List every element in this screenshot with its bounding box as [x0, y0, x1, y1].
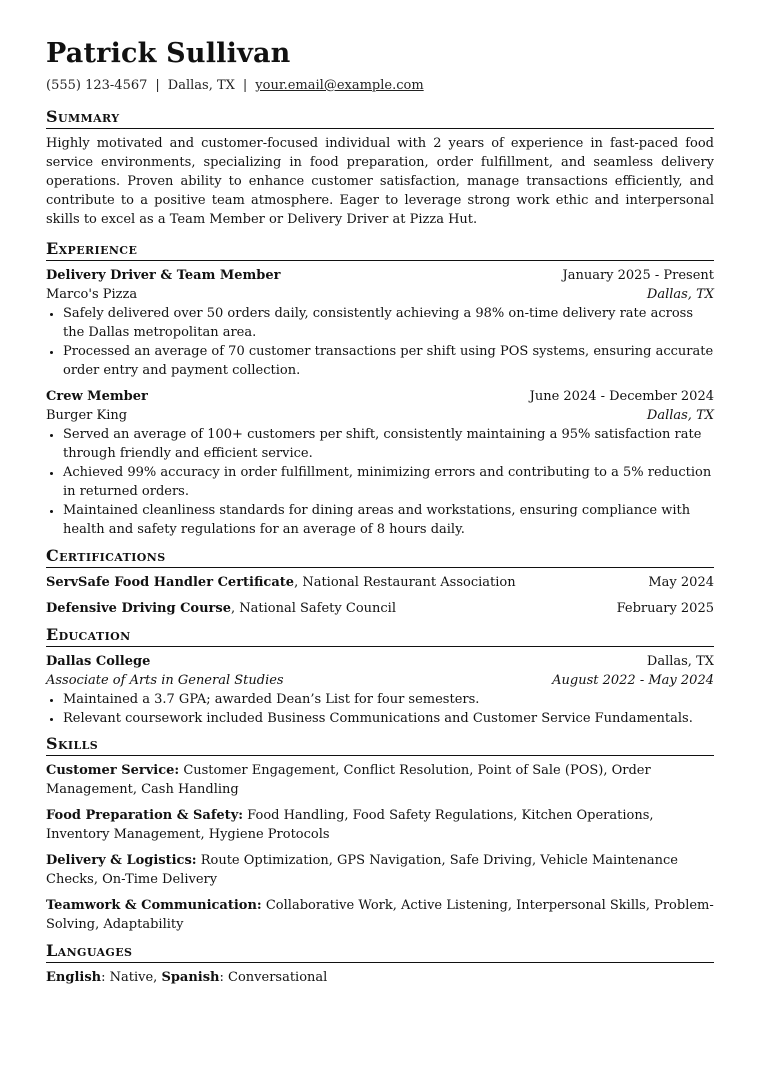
job-company: Burger King [46, 408, 128, 423]
languages-section [46, 941, 714, 987]
bullet-item: • Maintained a 3.7 GPA; awarded Dean’s List for four semesters. [63, 690, 714, 709]
job-location: Dallas, TX [646, 408, 714, 423]
skill-group-label: Delivery & Logistics: [46, 853, 197, 868]
education-dates: August 2022 - May 2024 [552, 673, 714, 688]
skill-group [46, 806, 714, 844]
section-title-languages: Languages [46, 941, 714, 963]
job-entry [46, 387, 714, 539]
language-level: : Conversational [219, 970, 328, 985]
job-location: Dallas, TX [646, 287, 714, 302]
job-role: Delivery Driver & Team Member [46, 268, 281, 283]
location: Dallas, TX [167, 78, 235, 93]
job-bullets [46, 304, 714, 380]
skill-group [46, 896, 714, 934]
certification-item [46, 573, 714, 592]
section-title-experience: Experience [46, 239, 714, 261]
languages-line [46, 968, 714, 987]
phone-number: (555) 123-4567 [46, 78, 148, 93]
job-company: Marco's Pizza [46, 287, 138, 302]
school-location: Dallas, TX [646, 654, 714, 669]
language-name: Spanish [161, 970, 220, 985]
certification-name: Defensive Driving Course [46, 601, 231, 616]
job-entry [46, 266, 714, 380]
school-name: Dallas College [46, 654, 151, 669]
certification-issuer: , National Safety Council [231, 601, 396, 616]
skills-section [46, 734, 714, 934]
bullet-item: • Served an average of 100+ customers per shift, consistently maintaining a 95% satisfaction rate through friendly and efficient service. [63, 425, 714, 463]
skill-group [46, 761, 714, 799]
skill-group-text: Customer Engagement, Conflict Resolution, Point of Sale (POS), Order Management, Cash Handling [46, 763, 651, 797]
skill-group-text: Collaborative Work, Active Listening, Interpersonal Skills, Problem-Solving, Adaptability [46, 898, 714, 932]
contact-separator: | [155, 78, 160, 93]
certifications-section [46, 546, 714, 618]
job-role: Crew Member [46, 389, 148, 404]
certification-item [46, 599, 714, 618]
contact-separator: | [242, 78, 248, 93]
job-bullets [46, 425, 714, 539]
degree-name: Associate of Arts in General Studies [46, 673, 284, 688]
bullet-item: • Relevant coursework included Business Communications and Customer Service Fundamentals. [63, 709, 714, 728]
skill-group-text: Route Optimization, GPS Navigation, Safe Driving, Vehicle Maintenance Checks, On-Time Delivery [46, 853, 678, 887]
bullet-item: • Safely delivered over 50 orders daily, consistently achieving a 98% on-time delivery rate across the Dallas metropolitan area. [63, 304, 714, 342]
summary-text: Highly motivated and customer-focused individual with 2 years of experience in fast-paced food service environments, specializing in food preparation, order fulfillment, and seamless delivery operations. Proven ability to enhance customer satisfaction, manage transactions efficiently, and contribute to a positive team atmosphere. Eager to leverage strong work ethic and interpersonal skills to excel as a Team Member or Delivery Driver at Pizza Hut. [46, 136, 714, 227]
skill-group-text: Food Handling, Food Safety Regulations, Kitchen Operations, Inventory Management, Hygiene Protocols [46, 808, 654, 842]
education-bullets [46, 690, 714, 728]
section-title-education: Education [46, 625, 714, 647]
bullet-item: • Achieved 99% accuracy in order fulfillment, minimizing errors and contributing to a 5% reduction in returned orders. [63, 463, 714, 501]
certification-date: February 2025 [616, 601, 714, 616]
job-dates: June 2024 - December 2024 [529, 389, 714, 404]
job-dates: January 2025 - Present [562, 268, 714, 283]
skill-group-label: Food Preparation & Safety: [46, 808, 244, 823]
certification-name: ServSafe Food Handler Certificate [46, 575, 295, 590]
skill-group [46, 851, 714, 889]
contact-line [46, 76, 714, 95]
certification-date: May 2024 [648, 575, 714, 590]
bullet-item: • Maintained cleanliness standards for dining areas and workstations, ensuring compliance with health and safety regulations for an average of 8 hours daily. [63, 501, 714, 539]
email-link[interactable]: your.email@example.com [255, 78, 424, 93]
section-title-summary: Summary [46, 107, 714, 129]
section-title-certifications: Certifications [46, 546, 714, 568]
section-title-skills: Skills [46, 734, 714, 756]
experience-section [46, 239, 714, 539]
education-section [46, 625, 714, 728]
language-level: : Native, [101, 970, 162, 985]
skill-group-label: Teamwork & Communication: [46, 898, 262, 913]
summary-section [46, 107, 714, 229]
skill-group-label: Customer Service: [46, 763, 180, 778]
language-name: English [46, 970, 102, 985]
candidate-name: Patrick Sullivan [46, 38, 291, 69]
bullet-item: • Processed an average of 70 customer transactions per shift using POS systems, ensuring accurate order entry and payment collection. [63, 342, 714, 380]
certification-issuer: , National Restaurant Association [294, 575, 516, 590]
